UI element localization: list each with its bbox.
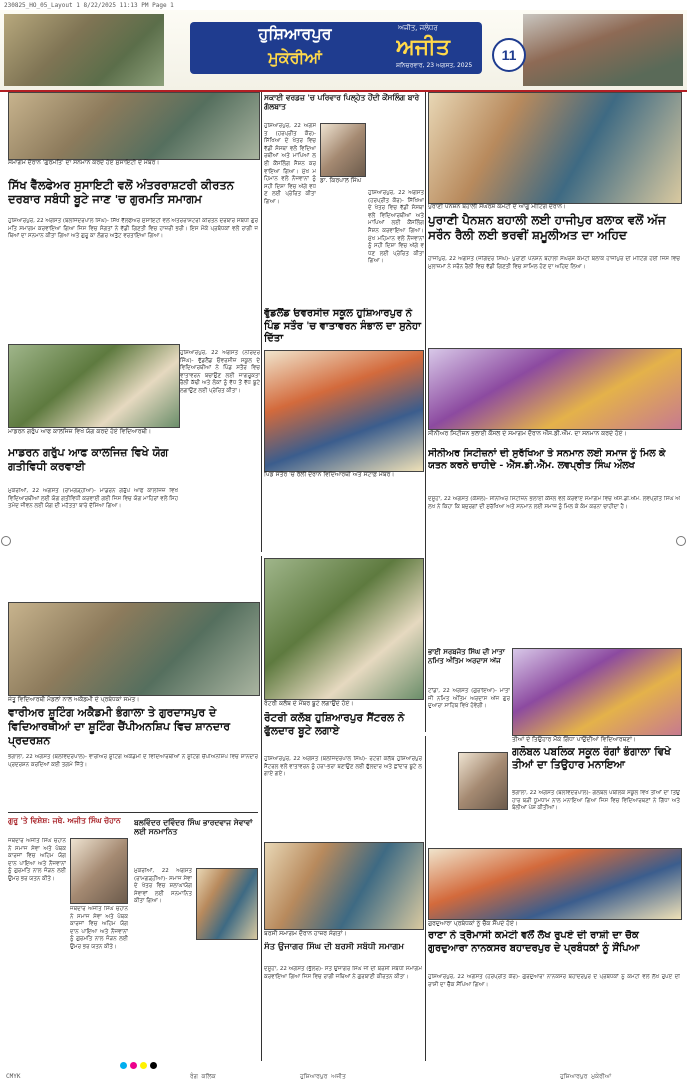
headline: ਬਲਵਿੰਦਰ ਦਵਿੰਦਰ ਸਿੰਘ ਭਾਰਦਵਾਜ ਸੇਵਾਵਾਂ ਲਈ ਸਨਮਾਨਿਤ (134, 818, 253, 837)
story-body: ਭੰਗਾਲਾ, 22 ਅਗਸਤ (ਬਲਵਿੰਦਰਪਾਲ)- ਗਲੋਬਲ ਪਬਲਿਕ ਸਕੂਲ ਵਿਖੇ ਤੀਆਂ ਦਾ ਤਿਉਹਾਰ ਬੜੀ ਧੂਮਧਾਮ ਨਾਲ ਮਨਾਇਆ ਗਿਆ ਜਿਸ ਵਿਚ ਵਿਦਿਆਰਥਣਾਂ ਨੇ ਗਿੱਧਾ ਅਤੇ ਬੋਲੀਆਂ ਪੇਸ਼ ਕੀਤੀਆਂ। (512, 790, 680, 812)
headline: ਵੁੱਡਲੈਂਡ ਓਵਰਸੀਜ਼ ਸਕੂਲ ਹੁਸ਼ਿਆਰਪੁਰ ਨੇ ਪਿੰਡ ਸਤੌਰ 'ਚ ਵਾਤਾਵਰਨ ਸੰਭਾਲ ਦਾ ਸੁਨੇਹਾ ਦਿੱਤਾ (264, 308, 422, 344)
story-photo (428, 348, 682, 430)
photo-caption: ਗੁਰਦੁਆਰਾ ਪ੍ਰਬੰਧਕਾਂ ਨੂੰ ਚੈੱਕ ਸੌਂਪਦੇ ਹੋਏ। (428, 920, 518, 927)
story-photo (8, 602, 260, 696)
headline: ਰੋਟਰੀ ਕਲੱਬ ਹੁਸ਼ਿਆਰਪੁਰ ਸੈਂਟਰਲ ਨੇ ਫੁੱਲਦਾਰ ਬੂਟੇ ਲਗਾਏ (264, 712, 405, 738)
headline: ਸਕਾਈ ਵਰਡਜ਼ 'ਚ ਪਰਿਵਾਰ ਪਿਲ੍ਹੇਤ ਹੌਂਦੀ ਕੌਂਸਲਿੰਗ ਬਾਰੇ ਗੱਲਬਾਤ (264, 93, 420, 112)
footer-left: ਰੰਗ ਕਲਿਕ (190, 1073, 216, 1080)
story-body: ਦਸੂਹਾ, 22 ਅਗਸਤ (ਕੌਸ਼ਲ)- ਸੀਨੀਅਰ ਸਿਟੀਜ਼ਨ ਭਲਾਈ ਕੌਂਸਲ ਵਲੋਂ ਕਰਵਾਏ ਸਮਾਗਮ ਵਿਚ ਐੱਸ.ਡੀ.ਐੱਮ. ਲਵਪ੍ਰੀਤ ਸਿੰਘ ਔਲਖ ਨੇ ਕਿਹਾ ਕਿ ਬਜ਼ੁਰਗਾਂ ਦੀ ਸੁਰੱਖਿਆ ਅਤੇ ਸਨਮਾਨ ਲਈ ਸਮਾਜ ਨੂੰ ਮਿਲ ਕੇ ਕੰਮ ਕਰਨਾ ਚਾਹੀਦਾ ਹੈ। (428, 496, 680, 510)
registration-mark (676, 536, 686, 546)
column-rule (425, 92, 426, 732)
footer-cmyk: CMYK (6, 1073, 21, 1080)
photo-caption: ਰੋਟਰੀ ਕਲੱਬ ਦੇ ਮੈਂਬਰ ਬੂਟੇ ਲਗਾਉਂਦੇ ਹੋਏ। (264, 700, 354, 707)
photo-caption: ਮਾਡਰਨ ਗਰੁੱਪ ਆਫ ਕਾਲਜਿਜ਼ ਵਿਖੇ ਯੋਗ ਕਰਦੇ ਹੋਏ ਵਿਦਿਆਰਥੀ। (8, 428, 152, 435)
headline: ਸਿੱਖ ਵੈੱਲਫੇਅਰ ਸੁਸਾਇਟੀ ਵਲੋਂ ਅੰਤਰਰਾਸ਼ਟਰੀ ਕੀਰਤਨ ਦਰਬਾਰ ਸਬੰਧੀ ਬੂਟੇ ਜਾਣ 'ਚ ਗੁਰਮਤਿ ਸਮਾਗਮ (8, 178, 234, 207)
edition-title: ਹੁਸ਼ਿਆਰਪੁਰ (258, 24, 332, 43)
story-body: ਟਾਂਡਾ, 22 ਅਗਸਤ (ਗੁਰਾਇਆ)- ਮਾਤਾ ਜੀ ਨਮਿਤ ਅੰਤਿਮ ਅਰਦਾਸ ਅੱਜ ਗੁਰਦੁਆਰਾ ਸਾਹਿਬ ਵਿਖੇ ਹੋਵੇਗੀ। (428, 688, 510, 710)
story-photo (264, 350, 424, 472)
column-rule (261, 92, 262, 552)
story-body: ਹੁਸ਼ਿਆਰਪੁਰ, 22 ਅਗਸਤ (ਨਰਿੰਦਰ ਸਿੰਘ)- ਵੁੱਡਲੈਂਡ ਓਵਰਸੀਜ਼ ਸਕੂਲ ਦੇ ਵਿਦਿਆਰਥੀਆਂ ਨੇ ਪਿੰਡ ਸਤੌਰ ਵਿਚ ਵਾਤਾਵਰਨ ਬਚਾਉਣ ਲਈ ਜਾਗਰੂਕਤਾ ਰੈਲੀ ਕੱਢੀ ਅਤੇ ਲੋਕਾਂ ਨੂੰ ਵੱਧ ਤੋਂ ਵੱਧ ਬੂਟੇ ਲਗਾਉਣ ਲਈ ਪ੍ਰੇਰਿਤ ਕੀਤਾ। (180, 350, 260, 394)
story-photo (428, 92, 682, 204)
photo-caption: ਜੇਤੂ ਵਿਦਿਆਰਥੀ ਮੈਡਲਾਂ ਨਾਲ ਅਕੈਡਮੀ ਦੇ ਪ੍ਰਬੰਧਕਾਂ ਸਮੇਤ। (8, 696, 140, 703)
story-body: ਜਥੇਦਾਰ ਅਜੀਤ ਸਿੰਘ ਚੋਹਾਨ ਨੇ ਸਮਾਜ ਸੇਵਾ ਅਤੇ ਪੰਥਕ ਕਾਰਜਾਂ ਵਿਚ ਅਹਿਮ ਯੋਗਦਾਨ ਪਾਇਆ ਅਤੇ ਨੌਜਵਾਨਾਂ ਨੂੰ ਗੁਰਮਤਿ ਨਾਲ ਜੋੜਨ ਲਈ ਉਮਰ ਭਰ ਯਤਨ ਕੀਤੇ। (8, 838, 66, 882)
story-body: ਹੁਸ਼ਿਆਰਪੁਰ, 22 ਅਗਸਤ (ਹਰਪ੍ਰੀਤ ਕੌਰ)- ਗੁਰਦੁਆਰਾ ਨਾਨਕਸਰ ਬਹਾਦਰਪੁਰ ਦੇ ਪ੍ਰਬੰਧਕਾਂ ਨੂੰ ਕਮੇਟੀ ਵਲੋਂ ਲੱਖ ਰੁਪਏ ਦੀ ਰਾਸ਼ੀ ਦਾ ਚੈੱਕ ਸੌਂਪਿਆ ਗਿਆ। (428, 974, 680, 988)
headline: ਰਾਣਾ ਨੇ ਤ੍ਰੈਮਾਸੀ ਕਮੇਟੀ ਵਲੋਂ ਲੱਖ ਰੁਪਏ ਦੀ ਰਾਸ਼ੀ ਦਾ ਚੈੱਕ ਗੁਰਦੁਆਰਾ ਨਾਨਕਸਰ ਬਹਾਦਰਪੁਰ ਦੇ ਪ੍ਰਬੰਧਕਾਂ ਨੂੰ ਸੌਂਪਿਆ (428, 930, 640, 954)
story-photo (264, 558, 424, 700)
photo-caption: ਸਮਾਗਮ ਦੌਰਾਨ 'ਗੁਰਮਤਿ' ਦਾ ਸਨਮਾਨ ਕਰਦੇ ਹੋਏ ਸੁਸਾਇਟੀ ਦੇ ਮੈਂਬਰ। (8, 159, 160, 166)
headline: ਗੁਰੂ 'ਤੇ ਵਿਸ਼ੇਸ਼: ਜਥੇ. ਅਜੀਤ ਸਿੰਘ ਚੋਹਾਨ (8, 816, 121, 825)
portrait-photo (70, 838, 128, 904)
photo-caption: ਪੁਰਾਣੀ ਪੈਨਸ਼ਨ ਬਹਾਲੀ ਸੰਘਰਸ਼ ਕਮੇਟੀ ਦੇ ਆਗੂ ਮੀਟਿੰਗ ਦੌਰਾਨ। (428, 203, 567, 210)
headline: ਗਲੋਬਲ ਪਬਲਿਕ ਸਕੂਲ ਰੰਗਾਂ ਭੰਗਾਲਾ ਵਿਖੇ ਤੀਆਂ ਦਾ ਤਿਉਹਾਰ ਮਨਾਇਆ (512, 746, 671, 772)
story-photo (512, 648, 682, 736)
page-number: 11 (492, 38, 526, 72)
photo-caption: ਪਿੰਡ ਸਤੌਰ 'ਚ ਰੈਲੀ ਦੌਰਾਨ ਵਿਦਿਆਰਥੀ ਅਤੇ ਸਟਾਫ਼ ਮੈਂਬਰ। (264, 471, 395, 478)
masthead (0, 10, 687, 92)
column-rule (261, 556, 262, 1061)
portrait-photo (458, 752, 508, 810)
registration-mark (1, 536, 11, 546)
story-photo (8, 92, 260, 160)
brand-city: ਅਜੀਤ, ਜਲੰਧਰ (398, 24, 438, 32)
story-body: ਮੁਕੇਰੀਆਂ, 22 ਅਗਸਤ (ਰਾਮਗੜ੍ਹੀਆ)- ਸਮਾਜ ਸੇਵਾ ਦੇ ਖੇਤਰ ਵਿਚ ਸ਼ਲਾਘਾਯੋਗ ਸੇਵਾਵਾਂ ਲਈ ਸਨਮਾਨਿਤ ਕੀਤਾ ਗਿਆ। (134, 868, 192, 905)
headline: ਮਾਡਰਨ ਗਰੁੱਪ ਆਫ ਕਾਲਜਿਜ਼ ਵਿਖੇ ਯੋਗ ਗਤੀਵਿਧੀ ਕਰਵਾਈ (8, 446, 169, 473)
photo-caption: ਤੀਆਂ ਦੇ ਤਿਉਹਾਰ ਮੌਕੇ ਗਿੱਧਾ ਪਾਉਂਦੀਆਂ ਵਿਦਿਆਰਥਣਾਂ। (512, 736, 637, 743)
story-body: ਹਾਜੀਪੁਰ, 22 ਅਗਸਤ (ਜੋਗਿੰਦਰ ਸਿੰਘ)- ਪੁਰਾਣੀ ਪੈਨਸ਼ਨ ਬਹਾਲੀ ਸੰਘਰਸ਼ ਕਮੇਟੀ ਬਲਾਕ ਹਾਜੀਪੁਰ ਦੀ ਮੀਟਿੰਗ ਹੋਈ ਜਿਸ ਵਿਚ ਮੁਲਾਜ਼ਮਾਂ ਨੇ ਸਰੌਨ ਰੈਲੀ ਵਿਚ ਵੱਡੀ ਗਿਣਤੀ ਵਿਚ ਸ਼ਾਮਿਲ ਹੋਣ ਦਾ ਅਹਿਦ ਲਿਆ। (428, 256, 680, 270)
photo-caption: ਬਰਸੀ ਸਮਾਗਮ ਦੌਰਾਨ ਹਾਜ਼ਰ ਸੰਗਤਾਂ। (264, 930, 347, 937)
story-body: ਹੁਸ਼ਿਆਰਪੁਰ, 22 ਅਗਸਤ (ਬਲਜਿੰਦਰਪਾਲ ਸਿੰਘ)- ਸਿੱਖ ਵੈੱਲਫੇਅਰ ਸੁਸਾਇਟੀ ਵਲੋਂ ਅੰਤਰਰਾਸ਼ਟਰੀ ਕੀਰਤਨ ਦਰਬਾਰ ਸਬੰਧੀ ਗੁਰਮਤਿ ਸਮਾਗਮ ਕਰਵਾਇਆ ਗਿਆ ਜਿਸ ਵਿਚ ਸੰਗਤਾਂ ਨੇ ਵੱਡੀ ਗਿਣਤੀ ਵਿਚ ਹਾਜ਼ਰੀ ਭਰੀ। ਇਸ ਮੌਕੇ ਪ੍ਰਬੰਧਕਾਂ ਵਲੋਂ ਰਾਗੀ ਜਥਿਆਂ ਦਾ ਸਨਮਾਨ ਕੀਤਾ ਗਿਆ ਅਤੇ ਗੁਰੂ ਕਾ ਲੰਗਰ ਅਤੁੱਟ ਵਰਤਾਇਆ ਗਿਆ। (8, 218, 258, 240)
headline: ਵਾਰੀਅਰ ਸ਼ੂਟਿੰਗ ਅਕੈਡਮੀ ਭੰਗਾਲਾ ਤੇ ਗੁਰਦਾਸਪੁਰ ਦੇ ਵਿਦਿਆਰਥੀਆਂ ਦਾ ਸ਼ੂਟਿੰਗ ਚੈਂਪੀਅਨਸ਼ਿਪ ਵਿਚ ਸ਼ਾਨਦਾਰ ਪ੍ਰਦਰਸ਼ਨ (8, 706, 231, 747)
story-body: ਹੁਸ਼ਿਆਰਪੁਰ, 22 ਅਗਸਤ (ਬਲਜਿੰਦਰਪਾਲ ਸਿੰਘ)- ਰੋਟਰੀ ਕਲੱਬ ਹੁਸ਼ਿਆਰਪੁਰ ਸੈਂਟਰਲ ਵਲੋਂ ਵਾਤਾਵਰਨ ਨੂੰ ਹਰਾ-ਭਰਾ ਬਣਾਉਣ ਲਈ ਫੁੱਲਦਾਰ ਅਤੇ ਛਾਂਦਾਰ ਬੂਟੇ ਲਗਾਏ ਗਏ। (264, 756, 422, 778)
masthead-photo-right (523, 14, 683, 86)
story-body: ਭੰਗਾਲਾ, 22 ਅਗਸਤ (ਬਲਵਿੰਦਰਪਾਲ)- ਵਾਰੀਅਰ ਸ਼ੂਟਿੰਗ ਅਕੈਡਮੀ ਦੇ ਵਿਦਿਆਰਥੀਆਂ ਨੇ ਸ਼ੂਟਿੰਗ ਚੈਂਪੀਅਨਸ਼ਿਪ ਵਿਚ ਸ਼ਾਨਦਾਰ ਪ੍ਰਦਰਸ਼ਨ ਕਰਦਿਆਂ ਕਈ ਤਗਮੇ ਜਿੱਤੇ। (8, 754, 258, 768)
story-photo (264, 842, 424, 930)
footer-center: ਹੁਸ਼ਿਆਰਪੁਰ ਅਜੀਤ (300, 1073, 346, 1080)
portrait-photo (196, 868, 258, 940)
issue-date: ਸ਼ਨਿਚਰਵਾਰ, 23 ਅਗਸਤ, 2025 (396, 62, 473, 69)
photo-caption: ਡਾ. ਕਿਰਪਾਲ ਸਿੰਘ (320, 177, 362, 184)
column-rule (425, 736, 426, 1061)
headline: ਭਾਈ ਸਰਬਜੋਤ ਸਿੰਘ ਦੀ ਮਾਤਾ ਨਮਿਤ ਅੰਤਿਮ ਅਰਦਾਸ ਅੱਜ (428, 648, 505, 665)
story-body-continued: ਹੁਸ਼ਿਆਰਪੁਰ, 22 ਅਗਸਤ (ਹਰਪ੍ਰੀਤ ਕੌਰ)- ਸਿੱਖਿਆ ਦੇ ਖੇਤਰ ਵਿਚ ਵੱਡੀ ਸੰਸਥਾ ਵਲੋਂ ਵਿਦਿਆਰਥੀਆਂ ਅਤੇ ਮਾਪਿਆਂ ਲਈ ਕੌਂਸਲਿੰਗ ਸੈਸ਼ਨ ਕਰਵਾਇਆ ਗਿਆ। ਮੁੱਖ ਮਹਿਮਾਨ ਵਲੋਂ ਨੌਜਵਾਨਾਂ ਨੂੰ ਸਹੀ ਦਿਸ਼ਾ ਵਿਚ ਅੱਗੇ ਵਧਣ ਲਈ ਪ੍ਰੇਰਿਤ ਕੀਤਾ ਗਿਆ। (368, 190, 424, 265)
section-rule (8, 812, 258, 813)
story-photo (428, 848, 682, 920)
headline: ਪੁਰਾਣੀ ਪੈਨਸ਼ਨ ਬਹਾਲੀ ਲਈ ਹਾਜੀਪੁਰ ਬਲਾਕ ਵਲੋਂ ਅੱਜ ਸਰੌਨ ਰੈਲੀ ਲਈ ਭਰਵੀਂ ਸ਼ਮੂਲੀਅਤ ਦਾ ਅਹਿਦ (428, 213, 666, 242)
page-slug: 230825_HO_05_Layout 1 8/22/2025 11:13 PM Page 1 (4, 2, 174, 9)
masthead-photo-left (4, 14, 164, 86)
portrait-photo (320, 123, 366, 177)
headline: ਸੰਤ ਉਜਾਗਰ ਸਿੰਘ ਦੀ ਬਰਸੀ ਸਬੰਧੀ ਸਮਾਗਮ (264, 942, 404, 952)
story-body-continued: ਜਥੇਦਾਰ ਅਜੀਤ ਸਿੰਘ ਚੋਹਾਨ ਨੇ ਸਮਾਜ ਸੇਵਾ ਅਤੇ ਪੰਥਕ ਕਾਰਜਾਂ ਵਿਚ ਅਹਿਮ ਯੋਗਦਾਨ ਪਾਇਆ ਅਤੇ ਨੌਜਵਾਨਾਂ ਨੂੰ ਗੁਰਮਤਿ ਨਾਲ ਜੋੜਨ ਲਈ ਉਮਰ ਭਰ ਯਤਨ ਕੀਤੇ। (70, 906, 128, 950)
photo-caption: ਸੀਨੀਅਰ ਸਿਟੀਜ਼ਨ ਭਲਾਈ ਕੌਂਸਲ ਦੇ ਸਮਾਗਮ ਦੌਰਾਨ ਐੱਸ.ਡੀ.ਐੱਮ. ਦਾ ਸਨਮਾਨ ਕਰਦੇ ਹੋਏ। (428, 430, 627, 437)
page-footer (0, 1068, 687, 1085)
story-body: ਹੁਸ਼ਿਆਰਪੁਰ, 22 ਅਗਸਤ (ਹਰਪ੍ਰੀਤ ਕੌਰ)- ਸਿੱਖਿਆ ਦੇ ਖੇਤਰ ਵਿਚ ਵੱਡੀ ਸੰਸਥਾ ਵਲੋਂ ਵਿਦਿਆਰਥੀਆਂ ਅਤੇ ਮਾਪਿਆਂ ਲਈ ਕੌਂਸਲਿੰਗ ਸੈਸ਼ਨ ਕਰਵਾਇਆ ਗਿਆ। ਮੁੱਖ ਮਹਿਮਾਨ ਵਲੋਂ ਨੌਜਵਾਨਾਂ ਨੂੰ ਸਹੀ ਦਿਸ਼ਾ ਵਿਚ ਅੱਗੇ ਵਧਣ ਲਈ ਪ੍ਰੇਰਿਤ ਕੀਤਾ ਗਿਆ। (264, 123, 316, 205)
story-body: ਮੁਕੇਰੀਆਂ, 22 ਅਗਸਤ (ਰਾਮਗੜ੍ਹੀਆ)- ਮਾਡਰਨ ਗਰੁੱਪ ਆਫ ਕਾਲਜਿਜ਼ ਵਿਖੇ ਵਿਦਿਆਰਥੀਆਂ ਲਈ ਯੋਗ ਗਤੀਵਿਧੀ ਕਰਵਾਈ ਗਈ ਜਿਸ ਵਿਚ ਯੋਗ ਮਾਹਿਰਾਂ ਵਲੋਂ ਸਿਹਤਮੰਦ ਜੀਵਨ ਲਈ ਯੋਗ ਦੀ ਮਹੱਤਤਾ ਬਾਰੇ ਦੱਸਿਆ ਗਿਆ। (8, 488, 178, 510)
footer-right: ਹੁਸ਼ਿਆਰਪੁਰ ਮੁਕੇਰੀਆਂ (560, 1073, 612, 1080)
story-photo (8, 344, 180, 428)
brand-logo: ਅਜੀਤ (396, 34, 450, 60)
edition-subtitle: ਮੁਕੇਰੀਆਂ (268, 48, 322, 67)
story-body: ਦਸੂਹਾ, 22 ਅਗਸਤ (ਭੁੱਲਰ)- ਸੰਤ ਉਜਾਗਰ ਸਿੰਘ ਜੀ ਦੀ ਬਰਸੀ ਸਬੰਧੀ ਸਮਾਗਮ ਕਰਵਾਇਆ ਗਿਆ ਜਿਸ ਵਿਚ ਰਾਗੀ ਜਥਿਆਂ ਨੇ ਗੁਰਬਾਣੀ ਕੀਰਤਨ ਕੀਤਾ। (264, 966, 422, 980)
headline: ਸੀਨੀਅਰ ਸਿਟੀਜ਼ਨਾਂ ਦੀ ਸੁਰੱਖਿਆ ਤੇ ਸਨਮਾਨ ਲਈ ਸਮਾਜ ਨੂੰ ਮਿਲ ਕੇ ਯਤਨ ਕਰਨੇ ਚਾਹੀਦੇ - ਐੱਸ.ਡੀ.ਐੱਮ. ਲਵਪ੍ਰੀਤ ਸਿੰਘ ਔਲਖ (428, 448, 666, 471)
